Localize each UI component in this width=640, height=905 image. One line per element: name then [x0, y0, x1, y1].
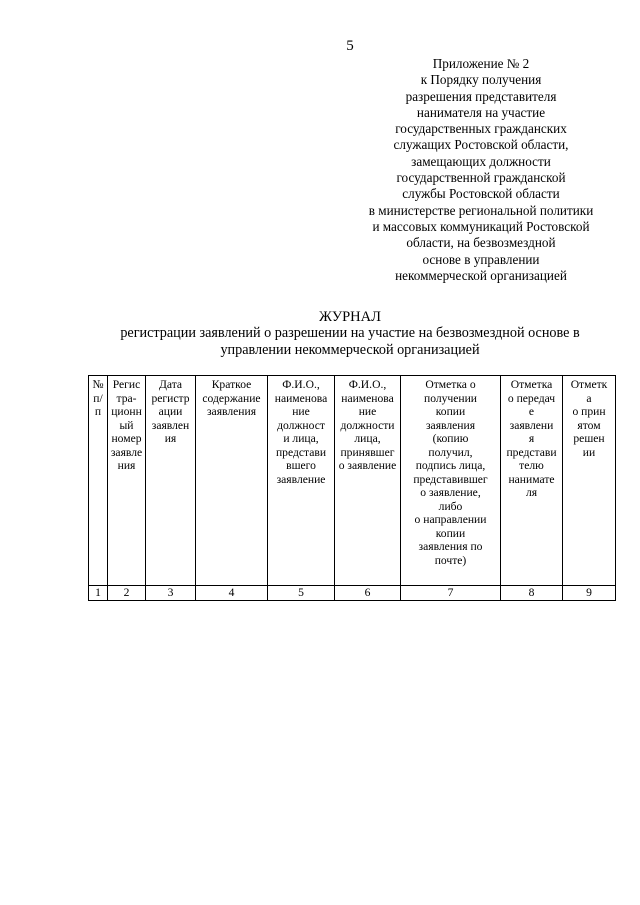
appendix-line: службы Ростовской области — [402, 186, 560, 202]
appendix-line: государственной гражданской — [396, 170, 566, 186]
column-header-text: Ф.И.О., наименова ние должности лица, принявшег о заявление — [338, 378, 397, 472]
column-header-text: Отметк а о прин ятом решен ии — [570, 378, 608, 459]
column-header-submitter — [268, 376, 335, 586]
column-number-cell: 9 — [563, 586, 616, 601]
appendix-line: государственных гражданских — [395, 121, 567, 137]
column-number-cell: 7 — [401, 586, 501, 601]
appendix-line: Приложение № 2 — [432, 56, 530, 71]
table-header-row — [89, 376, 616, 586]
appendix-line: к Порядку получения — [420, 72, 542, 88]
appendix-line: основе в управлении — [422, 251, 540, 267]
appendix-line: замещающих должности — [411, 153, 551, 169]
column-header-text: Краткое содержание заявления — [202, 378, 261, 418]
appendix-line: нанимателя на участие — [416, 104, 546, 120]
column-header-summary — [196, 376, 268, 586]
journal-subtitle — [60, 325, 640, 359]
column-header-text: Отметка о получении копии заявления (копию получил, подпись лица, представившег о заявление, либо о направлении копии заявления по почте) — [413, 378, 488, 567]
column-header-text: Ф.И.О., наименова ние должност и лица, представи вшего заявление — [274, 378, 328, 486]
column-header-registration-number — [108, 376, 146, 586]
table-column-number-row — [89, 586, 616, 601]
column-header-number — [89, 376, 108, 586]
appendix-line: разрешения представителя — [405, 88, 557, 104]
column-header-text: Дата регистр ации заявлен ия — [151, 378, 190, 445]
column-header-text: Отметка о передач е заявлени я представи телю нанимате ля — [506, 378, 557, 499]
registration-journal-table — [88, 375, 616, 601]
column-header-text: № п/ п — [92, 378, 104, 418]
appendix-line: служащих Ростовской области, — [393, 137, 569, 153]
column-header-transfer-mark — [501, 376, 563, 586]
column-number-cell: 6 — [335, 586, 401, 601]
column-number-cell: 4 — [196, 586, 268, 601]
column-header-registration-date — [146, 376, 196, 586]
column-number-cell: 5 — [268, 586, 335, 601]
journal-title: ЖУРНАЛ — [319, 309, 381, 325]
appendix-block — [350, 56, 612, 284]
column-header-decision-mark — [563, 376, 616, 586]
page-number: 5 — [346, 38, 354, 54]
journal-subtitle-line: регистрации заявлений о разрешении на участие на безвозмездной основе в — [120, 325, 580, 341]
appendix-line: некоммерческой организацией — [395, 267, 567, 283]
appendix-line: и массовых коммуникаций Ростовской — [372, 218, 590, 234]
appendix-line: в министерстве региональной политики — [368, 202, 594, 218]
column-header-copy-receipt — [401, 376, 501, 586]
column-number-cell: 3 — [146, 586, 196, 601]
column-header-receiver — [335, 376, 401, 586]
appendix-line: области, на безвозмездной — [406, 235, 556, 251]
column-header-text: Регис тра- ционн ый номер заявле ния — [110, 378, 143, 472]
column-number-cell: 1 — [89, 586, 108, 601]
column-number-cell: 2 — [108, 586, 146, 601]
journal-subtitle-line: управлении некоммерческой организацией — [220, 342, 480, 358]
column-number-cell: 8 — [501, 586, 563, 601]
